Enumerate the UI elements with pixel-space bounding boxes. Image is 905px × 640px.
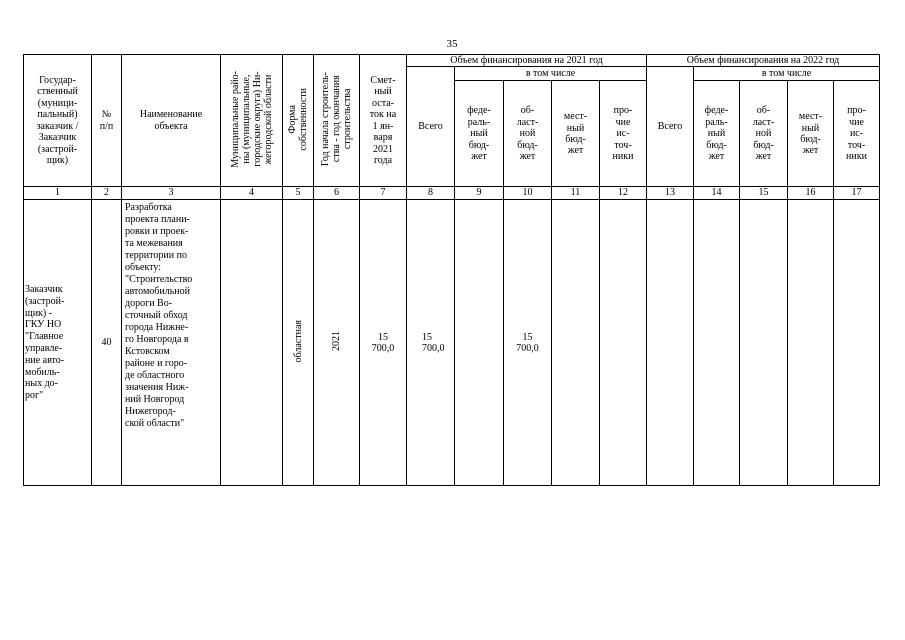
column-numbers-row [24,187,880,200]
header-other-2022: про- чие ис- точ- ники [834,81,880,187]
column-number: 6 [314,187,360,200]
column-number: 7 [360,187,407,200]
header-ownership: Форма собственности [283,55,314,187]
header-other-2021: про- чие ис- точ- ники [600,81,647,187]
header-regional-2022: об- ласт- ной бюд- жет [740,81,788,187]
column-number: 14 [694,187,740,200]
column-number: 17 [834,187,880,200]
header-customer: Государ- ственный (муници- пальный) заказчик / Заказчик (застрой- щик) [24,55,92,187]
column-number: 15 [740,187,788,200]
header-funding-2022: Объем финансирования на 2022 год [647,55,880,67]
column-number: 2 [92,187,122,200]
column-number: 5 [283,187,314,200]
cell-total-2021: 15 700,0 [407,200,455,486]
column-number: 3 [122,187,221,200]
column-number: 10 [504,187,552,200]
cell-estimated-balance: 15 700,0 [360,200,407,486]
cell-years: 2021 [314,200,360,486]
column-number: 16 [788,187,834,200]
cell-local-2022 [788,200,834,486]
cell-total-2022 [647,200,694,486]
column-number: 1 [24,187,92,200]
header-local-2021: мест- ный бюд- жет [552,81,600,187]
cell-regional-2022 [740,200,788,486]
header-local-2022: мест- ный бюд- жет [788,81,834,187]
cell-other-2021 [600,200,647,486]
header-total-2021: Всего [407,67,455,187]
cell-municipality [221,200,283,486]
cell-local-2021 [552,200,600,486]
cell-ownership: областная [283,200,314,486]
header-regional-2021: об- ласт- ной бюд- жет [504,81,552,187]
column-number: 4 [221,187,283,200]
header-including-2021: в том числе [455,67,647,81]
header-including-2022: в том числе [694,67,880,81]
cell-regional-2021: 15 700,0 [504,200,552,486]
cell-federal-2021 [455,200,504,486]
funding-table [23,54,880,486]
column-number: 9 [455,187,504,200]
header-estimated-balance: Смет- ный оста- ток на 1 ян- варя 2021 года [360,55,407,187]
column-number: 11 [552,187,600,200]
column-number: 12 [600,187,647,200]
cell-num: 40 [92,200,122,486]
cell-customer: Заказчик (застрой- щик) - ГКУ НО "Главное управле- ние авто- мобиль- ных до- рог" [24,200,92,486]
cell-other-2022 [834,200,880,486]
header-num: № п/п [92,55,122,187]
header-object-name: Наименование объекта [122,55,221,187]
table-row [24,200,880,486]
header-federal-2021: феде- раль- ный бюд- жет [455,81,504,187]
column-number: 13 [647,187,694,200]
page-number: 35 [446,38,458,50]
header-funding-2021: Объем финансирования на 2021 год [407,55,647,67]
header-years: Год начала строитель- ства - год окончания строительства [314,55,360,187]
header-total-2022: Всего [647,67,694,187]
cell-object-name: Разработка проекта плани- ровки и проек- та межевания территории по объекту: "Строительство автомобильной дороги Во- сточный обход города Нижне- го Новгорода в Кстовском районе и горо- де областного значения Ниж- ний Новгород Нижегород- ской области" [122,200,221,486]
column-number: 8 [407,187,455,200]
header-municipality: Муниципальные райо- ны (муниципальные, городские округа) Ни- жегородской области [221,55,283,187]
cell-federal-2022 [694,200,740,486]
header-federal-2022: феде- раль- ный бюд- жет [694,81,740,187]
